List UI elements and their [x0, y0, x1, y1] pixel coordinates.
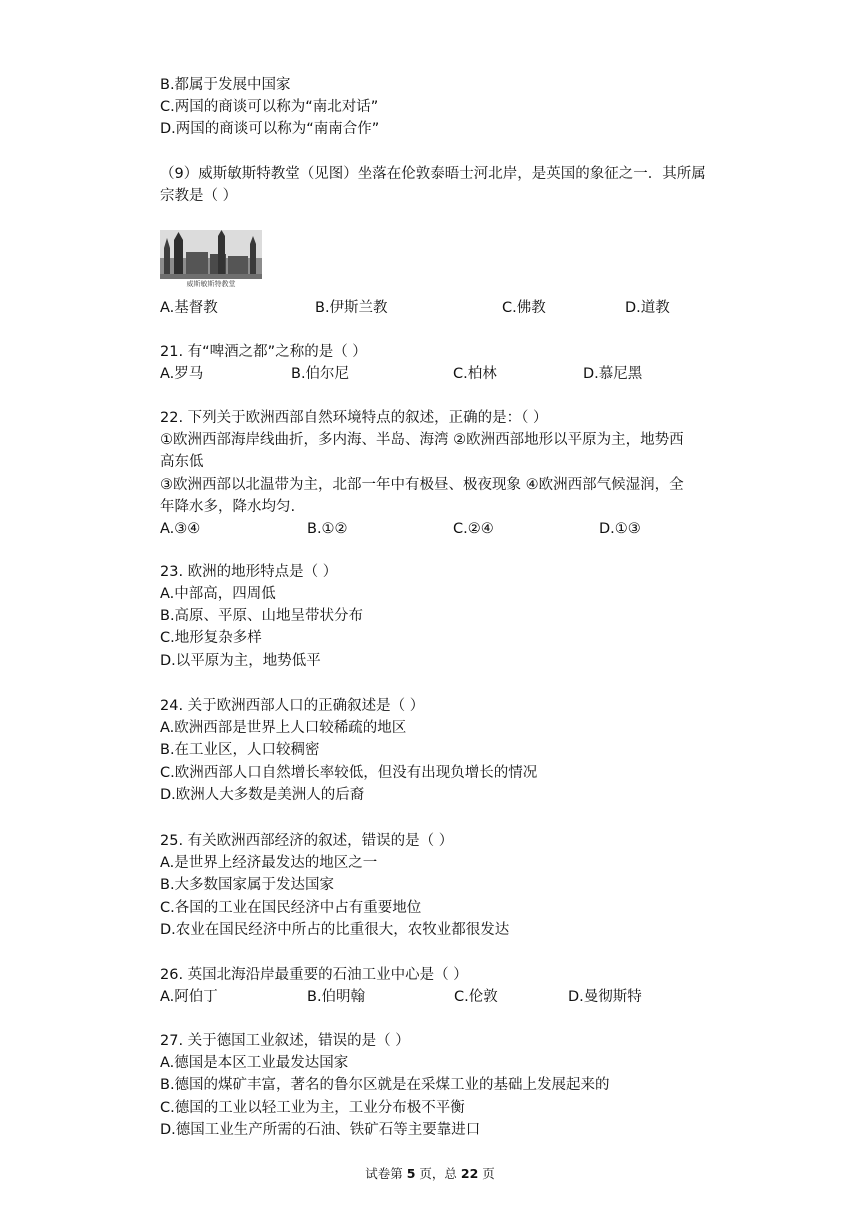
q25-option-d: D.农业在国民经济中所占的比重很大，农牧业都很发达 [160, 922, 510, 938]
q24-option-b: B.在工业区，人口较稠密 [160, 742, 320, 758]
q8-option-c: C.两国的商谈可以称为“南北对话” [160, 99, 379, 115]
photo-caption: 威斯敏斯特教堂 [160, 279, 262, 290]
footer-suffix: 页 [482, 1166, 495, 1181]
q9-option-c: C.佛教 [502, 300, 546, 316]
footer-prefix: 试卷第 [365, 1166, 403, 1181]
q25-option-a: A.是世界上经济最发达的地区之一 [160, 855, 378, 871]
q21-option-c: C.柏林 [453, 366, 497, 382]
q22-line5: 年降水多，降水均匀. [160, 499, 296, 515]
q22-option-b: B.①② [307, 521, 348, 537]
q26-option-b: B.伯明翰 [307, 989, 366, 1005]
q22-option-a: A.③④ [160, 521, 201, 537]
q27-option-c: C.德国的工业以轻工业为主，工业分布极不平衡 [160, 1100, 465, 1116]
q26-option-c: C.伦敦 [454, 989, 498, 1005]
q9-option-d: D.道教 [625, 300, 670, 316]
q23-option-b: B.高原、平原、山地呈带状分布 [160, 608, 364, 624]
westminster-photo [160, 230, 262, 290]
q27-stem: 27. 关于德国工业叙述，错误的是（ ） [160, 1033, 410, 1049]
q23-stem: 23. 欧洲的地形特点是（ ） [160, 564, 338, 580]
q22-line2: ①欧洲西部海岸线曲折，多内海、半岛、海湾 ②欧洲西部地形以平原为主，地势西 [160, 432, 684, 448]
q25-stem: 25. 有关欧洲西部经济的叙述，错误的是（ ） [160, 833, 454, 849]
q22-line4: ③欧洲西部以北温带为主，北部一年中有极昼、极夜现象 ④欧洲西部气候湿润，全 [160, 477, 684, 493]
q21-option-a: A.罗马 [160, 366, 204, 382]
q27-option-a: A.德国是本区工业最发达国家 [160, 1055, 349, 1071]
q27-option-b: B.德国的煤矿丰富，著名的鲁尔区就是在采煤工业的基础上发展起来的 [160, 1077, 610, 1093]
q22-option-c: C.②④ [453, 521, 494, 537]
q25-option-c: C.各国的工业在国民经济中占有重要地位 [160, 900, 422, 916]
q26-option-a: A.阿伯丁 [160, 989, 218, 1005]
q21-option-b: B.伯尔尼 [291, 366, 350, 382]
q23-option-d: D.以平原为主，地势低平 [160, 653, 321, 669]
q24-option-a: A.欧洲西部是世界上人口较稀疏的地区 [160, 720, 407, 736]
footer-middle: 页，总 [419, 1166, 457, 1181]
q9-option-b: B.伊斯兰教 [315, 300, 388, 316]
q22-option-d: D.①③ [599, 521, 641, 537]
q21-option-d: D.慕尼黑 [583, 366, 643, 382]
q24-option-c: C.欧洲西部人口自然增长率较低，但没有出现负增长的情况 [160, 765, 538, 781]
q23-option-a: A.中部高，四周低 [160, 586, 276, 602]
q26-option-d: D.曼彻斯特 [568, 989, 642, 1005]
q9-stem-line2: 宗教是（ ） [160, 188, 238, 204]
q23-option-c: C.地形复杂多样 [160, 630, 262, 646]
q24-option-d: D.欧洲人大多数是美洲人的后裔 [160, 787, 365, 803]
q26-stem: 26. 英国北海沿岸最重要的石油工业中心是（ ） [160, 967, 468, 983]
page-footer [0, 1164, 860, 1182]
q9-stem-line1: （9）威斯敏斯特教堂（见图）坐落在伦敦泰晤士河北岸，是英国的象征之一．其所属 [160, 166, 706, 182]
q9-option-a: A.基督教 [160, 300, 218, 316]
q27-option-d: D.德国工业生产所需的石油、铁矿石等主要靠进口 [160, 1122, 481, 1138]
q25-option-b: B.大多数国家属于发达国家 [160, 877, 335, 893]
footer-page-number: 5 [406, 1166, 416, 1181]
q24-stem: 24. 关于欧洲西部人口的正确叙述是（ ） [160, 698, 425, 714]
westminster-image [160, 230, 262, 280]
footer-total-pages: 22 [460, 1166, 479, 1181]
q8-option-b: B.都属于发展中国家 [160, 77, 291, 93]
q8-option-d: D.两国的商谈可以称为“南南合作” [160, 121, 380, 137]
q22-stem: 22. 下列关于欧洲西部自然环境特点的叙述，正确的是：（ ） [160, 410, 548, 426]
q21-stem: 21. 有“啤酒之都”之称的是（ ） [160, 344, 367, 360]
q22-line3: 高东低 [160, 454, 204, 470]
